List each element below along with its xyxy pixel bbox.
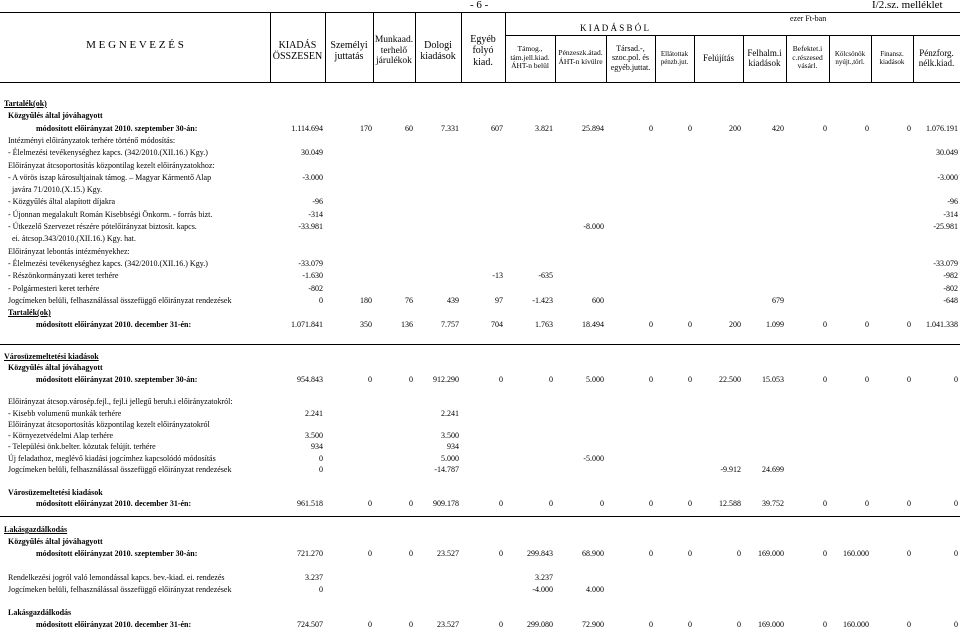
cell-value: 0 — [649, 498, 653, 508]
group-title: K I A D Á S B Ó L — [580, 23, 650, 33]
row-label: módosított előirányzat 2010. szeptember 30-án: — [36, 374, 198, 384]
row-label: javára 71/2010.(X.15.) Kgy. — [12, 185, 103, 195]
cell-value: 0 — [865, 320, 869, 330]
row-label: Tartalék(ok) — [4, 99, 47, 108]
row-label: - Polgármesteri keret terhére — [8, 283, 100, 293]
cell-value: 0 — [649, 620, 653, 630]
row-label: Lakásgazdálkodás — [4, 525, 68, 534]
table-row — [0, 186, 960, 198]
table-row — [0, 562, 960, 574]
cell-value: -314 — [308, 209, 323, 219]
row-label: Rendelkezési jogról való lemondással kapcs. bev.-kiad. ei. rendezés — [8, 572, 225, 582]
cell-value: 3.500 — [441, 431, 459, 441]
cell-value: 0 — [737, 548, 741, 558]
cell-value: -635 — [538, 271, 553, 281]
cell-value: 0 — [688, 620, 692, 630]
row-label: módosított előirányzat 2010. december 31-én: — [36, 498, 192, 508]
row-label: ei. átcsop.343/2010.(XII.16.) Kgy. hat. — [12, 234, 136, 244]
cell-value: 160.000 — [843, 548, 869, 558]
row-label: Tartalék(ok) — [8, 308, 51, 318]
row-label: - Települési önk.belter. közutak felújít. terhére — [8, 442, 156, 452]
cell-value: 0 — [865, 123, 869, 133]
cell-value: 0 — [954, 498, 958, 508]
row-label: módosított előirányzat 2010. december 31-én: — [36, 620, 192, 630]
table-row — [0, 235, 960, 247]
cell-value: 0 — [823, 123, 827, 133]
row-label: Városüzemeltetési kiadások — [8, 487, 103, 497]
cell-value: 200 — [729, 320, 741, 330]
table-row — [0, 100, 960, 112]
cell-value: 0 — [499, 374, 503, 384]
cell-value: 0 — [823, 374, 827, 384]
cell-value: 721.270 — [297, 548, 323, 558]
table-row — [0, 297, 960, 309]
row-label: Előirányzat lebontás intézményekhez: — [8, 246, 130, 256]
table-row — [0, 211, 960, 223]
cell-value: 5.000 — [441, 453, 459, 463]
cell-value: 704 — [491, 320, 503, 330]
table-row — [0, 260, 960, 272]
cell-value: 22.500 — [719, 374, 741, 384]
cell-value: 2.241 — [305, 408, 323, 418]
cell-value: 0 — [649, 123, 653, 133]
row-label: Jogcímeken belüli, felhasználással összefüggő előirányzat rendezések — [8, 295, 232, 305]
cell-value: 170 — [360, 123, 372, 133]
cell-value: 18.494 — [582, 320, 604, 330]
table-row — [0, 466, 960, 478]
cell-value: 909.178 — [433, 498, 459, 508]
row-label: Közgyűlés által jóváhagyott — [8, 111, 103, 121]
cell-value: 961.518 — [297, 498, 323, 508]
cell-value: 1.076.191 — [926, 123, 958, 133]
cell-value: 15.053 — [762, 374, 784, 384]
table-row — [0, 285, 960, 297]
cell-value: 0 — [499, 620, 503, 630]
cell-value: -3.000 — [937, 172, 958, 182]
cell-value: 4.000 — [586, 584, 604, 594]
cell-value: 420 — [772, 123, 784, 133]
cell-value: -648 — [943, 295, 958, 305]
cell-value: -314 — [943, 209, 958, 219]
cell-value: -33.981 — [298, 222, 323, 231]
cell-value: 1.763 — [535, 320, 553, 330]
section-divider — [0, 344, 960, 345]
cell-value: -14.787 — [434, 465, 459, 474]
cell-value: 0 — [907, 498, 911, 508]
cell-value: -3.000 — [302, 172, 323, 182]
cell-value: 0 — [319, 584, 323, 594]
cell-value: 0 — [865, 374, 869, 384]
cell-value: 0 — [499, 548, 503, 558]
row-label: Közgyűlés által jóváhagyott — [8, 536, 103, 546]
col-header-befektetesi: Befektet.i c.részesed vásárl. — [792, 44, 823, 71]
cell-value: 0 — [649, 548, 653, 558]
cell-value: 439 — [447, 295, 459, 305]
col-header-felhalmozasi: Felhalm.i kiadások — [747, 47, 782, 68]
unit-label: ezer Ft-ban — [790, 14, 827, 23]
row-label: Lakásgazdálkodás — [8, 608, 72, 618]
cell-value: 3.237 — [305, 572, 323, 582]
row-label: - Újonnan megalakult Román Kisebbségi Önkorm. - forrás bizt. — [8, 209, 213, 219]
table-row — [0, 421, 960, 433]
cell-value: 912.290 — [433, 374, 459, 384]
row-label: Új feladathoz, meglévő kiadási jogcímhez kapcsolódó módosítás — [8, 453, 216, 463]
cell-value: 136 — [401, 320, 413, 330]
row-label: Jogcímeken belüli, felhasználással összefüggő előirányzat rendezések — [8, 465, 232, 474]
row-label: Intézményi előirányzatok terhére történő módosítás: — [8, 135, 176, 145]
cell-value: 0 — [737, 620, 741, 630]
cell-value: -9.912 — [720, 465, 741, 474]
cell-value: 0 — [688, 374, 692, 384]
cell-value: 200 — [729, 123, 741, 133]
row-label: Előirányzat átcsoportosítás központilag kezelt előirányzatokhoz: — [8, 160, 215, 170]
table-row — [0, 586, 960, 598]
cell-value: -1.423 — [532, 295, 553, 305]
row-label: - A vörös iszap károsultjainak támog. – Magyar Kármentő Alap — [8, 172, 212, 182]
row-label: - Környezetvédelmi Alap terhére — [8, 431, 114, 441]
header-top-line — [0, 12, 960, 13]
cell-value: 12.588 — [719, 498, 741, 508]
table-row — [0, 597, 960, 609]
cell-value: 169.000 — [758, 620, 784, 630]
cell-value: 3.237 — [535, 572, 553, 582]
cell-value: 0 — [409, 620, 413, 630]
cell-value: 0 — [823, 320, 827, 330]
cell-value: 0 — [688, 320, 692, 330]
cell-value: 0 — [907, 123, 911, 133]
table-row — [0, 149, 960, 161]
table-row — [0, 376, 960, 388]
row-label: módosított előirányzat 2010. szeptember 30-án: — [36, 123, 198, 133]
cell-value: -25.981 — [933, 222, 958, 231]
cell-value: -802 — [308, 283, 323, 293]
cell-value: 0 — [368, 620, 372, 630]
table-row — [0, 321, 960, 333]
cell-value: 23.527 — [437, 548, 459, 558]
cell-value: -33.079 — [298, 258, 323, 268]
cell-value: 0 — [688, 123, 692, 133]
row-label: Városüzemeltetési kiadások — [4, 352, 99, 361]
cell-value: 1.099 — [766, 320, 784, 330]
cell-value: 0 — [319, 465, 323, 474]
cell-value: 0 — [600, 498, 604, 508]
cell-value: 0 — [649, 374, 653, 384]
cell-value: 0 — [319, 453, 323, 463]
cell-value: 60 — [405, 123, 413, 133]
cell-value: 954.843 — [297, 374, 323, 384]
cell-value: 0 — [409, 498, 413, 508]
cell-value: 934 — [311, 442, 323, 452]
cell-value: 0 — [907, 374, 911, 384]
row-label: Közgyűlés által jóváhagyott — [8, 363, 103, 373]
cell-value: 0 — [907, 620, 911, 630]
col-header-penzforgalom: Pénzforg. nélk.kiad. — [918, 47, 955, 68]
col-header-kolcsonok: Kölcsönök nyújt.,törl. — [834, 49, 866, 66]
cell-value: 0 — [907, 548, 911, 558]
col-header-ellatottak: Ellátottak pénzb.jut. — [660, 49, 689, 66]
cell-value: 39.752 — [762, 498, 784, 508]
row-label: módosított előirányzat 2010. december 31-én: — [36, 320, 192, 330]
cell-value: 5.000 — [586, 374, 604, 384]
header-bottom-line — [0, 82, 960, 83]
cell-value: -96 — [312, 197, 323, 207]
table-row — [0, 272, 960, 284]
cell-value: 0 — [907, 320, 911, 330]
cell-value: 0 — [499, 498, 503, 508]
cell-value: 68.900 — [582, 548, 604, 558]
cell-value: 25.894 — [582, 123, 604, 133]
cell-value: 3.821 — [535, 123, 553, 133]
row-label: - Közgyűlés által alapított díjakra — [8, 197, 116, 207]
row-label: - Élelmezési tevékenységhez kapcs. (342/2010.(XII.16.) Kgy.) — [8, 258, 208, 268]
cell-value: 169.000 — [758, 548, 784, 558]
col-header-megnevezes: M E G N E V E Z É S — [86, 38, 184, 51]
col-header-penzeszkoz: Pénzeszk.átad. ÁHT-n kívülre — [558, 48, 603, 66]
cell-value: 23.527 — [437, 620, 459, 630]
cell-value: 3.500 — [305, 431, 323, 441]
col-header-szemelyi: Személyi juttatás — [330, 39, 368, 62]
cell-value: 0 — [954, 620, 958, 630]
cell-value: 0 — [549, 498, 553, 508]
table-row — [0, 162, 960, 174]
cell-value: 350 — [360, 320, 372, 330]
cell-value: 1.071.841 — [291, 320, 323, 330]
cell-value: 180 — [360, 295, 372, 305]
cell-value: 160.000 — [843, 620, 869, 630]
table-row — [0, 526, 960, 538]
col-header-munkaadoi: Munkaad. terhelő járulékok — [374, 34, 414, 67]
group-underline — [505, 35, 960, 36]
cell-value: -4.000 — [532, 584, 553, 594]
row-label: - Élelmezési tevékenységhez kapcs. (342/2010.(XII.16.) Kgy.) — [8, 148, 208, 158]
cell-value: 0 — [319, 295, 323, 305]
cell-value: 0 — [865, 498, 869, 508]
row-label: Előirányzat átcsop.városép.fejl., fejl.i jellegű beruh.i előirányzatokról: — [8, 397, 233, 407]
table-row — [0, 398, 960, 410]
cell-value: -5.000 — [583, 453, 604, 463]
col-header-finanszirozasi: Finansz. kiadások — [879, 49, 905, 66]
cell-value: 679 — [772, 295, 784, 305]
cell-value: 0 — [549, 374, 553, 384]
cell-value: 0 — [649, 320, 653, 330]
table-row — [0, 550, 960, 562]
table-row — [0, 174, 960, 186]
table-row — [0, 198, 960, 210]
cell-value: -1.630 — [302, 271, 323, 281]
table-row — [0, 500, 960, 512]
cell-value: -802 — [943, 283, 958, 293]
table-row — [0, 125, 960, 137]
cell-value: 0 — [823, 498, 827, 508]
cell-value: 0 — [368, 548, 372, 558]
page-number: - 6 - — [470, 0, 489, 11]
section-divider — [0, 516, 960, 517]
table-row — [0, 309, 960, 321]
row-label: Jogcímeken belüli, felhasználással összefüggő előirányzat rendezések — [8, 584, 232, 594]
cell-value: -982 — [943, 271, 958, 281]
cell-value: 97 — [495, 295, 503, 305]
cell-value: 7.757 — [441, 320, 459, 330]
col-header-kiadas-osszesen: KIADÁS ÖSSZESEN — [272, 39, 323, 62]
row-label: Előirányzat átcsoportosítás központilag kezelt előirányzatokról — [8, 419, 210, 429]
cell-value: 299.080 — [527, 620, 553, 630]
cell-value: 0 — [823, 620, 827, 630]
cell-value: -33.079 — [933, 258, 958, 268]
cell-value: 1.114.694 — [291, 123, 323, 133]
cell-value: 30.049 — [936, 148, 958, 158]
cell-value: 0 — [368, 498, 372, 508]
table-row — [0, 248, 960, 260]
row-label: módosított előirányzat 2010. szeptember 30-án: — [36, 548, 198, 558]
col-header-tarsadalmi: Társad.-, szoc.pol. és egyéb.juttat. — [610, 44, 651, 72]
cell-value: 299.843 — [527, 548, 553, 558]
cell-value: 2.241 — [441, 408, 459, 418]
cell-value: 0 — [823, 548, 827, 558]
table-row — [0, 112, 960, 124]
cell-value: 934 — [447, 442, 459, 452]
col-header-egyeb-folyo: Egyéb folyó kiad. — [470, 33, 496, 68]
col-header-felujitas: Felújítás — [703, 52, 734, 63]
table-row — [0, 574, 960, 586]
cell-value: 0 — [954, 548, 958, 558]
table-row — [0, 223, 960, 235]
cell-value: 0 — [409, 374, 413, 384]
cell-value: -8.000 — [583, 222, 604, 231]
cell-value: -13 — [492, 271, 503, 281]
cell-value: 72.900 — [582, 620, 604, 630]
cell-value: 24.699 — [762, 465, 784, 474]
cell-value: 0 — [688, 548, 692, 558]
appendix-label: I/2.sz. melléklet — [872, 0, 943, 11]
cell-value: 0 — [954, 374, 958, 384]
row-label: - Kisebb volumenű munkák terhére — [8, 408, 122, 418]
row-label: - Útkezelő Szervezet részére pótelőirányzat biztosít. kapcs. — [8, 222, 197, 231]
cell-value: 0 — [688, 498, 692, 508]
cell-value: 724.507 — [297, 620, 323, 630]
table-row — [0, 621, 960, 633]
cell-value: 600 — [592, 295, 604, 305]
cell-value: 0 — [409, 548, 413, 558]
table-row — [0, 477, 960, 489]
cell-value: -96 — [947, 197, 958, 207]
row-label: - Részönkormányzati keret terhére — [8, 271, 119, 281]
table-row — [0, 353, 960, 365]
cell-value: 7.331 — [441, 123, 459, 133]
cell-value: 1.041.338 — [926, 320, 958, 330]
col-header-dologi: Dologi kiadások — [420, 39, 456, 62]
cell-value: 76 — [405, 295, 413, 305]
cell-value: 0 — [368, 374, 372, 384]
col-header-tamogatas: Támog., tám.jell.kiad. ÁHT-n belül — [510, 44, 550, 71]
cell-value: 607 — [491, 123, 503, 133]
cell-value: 30.049 — [301, 148, 323, 158]
